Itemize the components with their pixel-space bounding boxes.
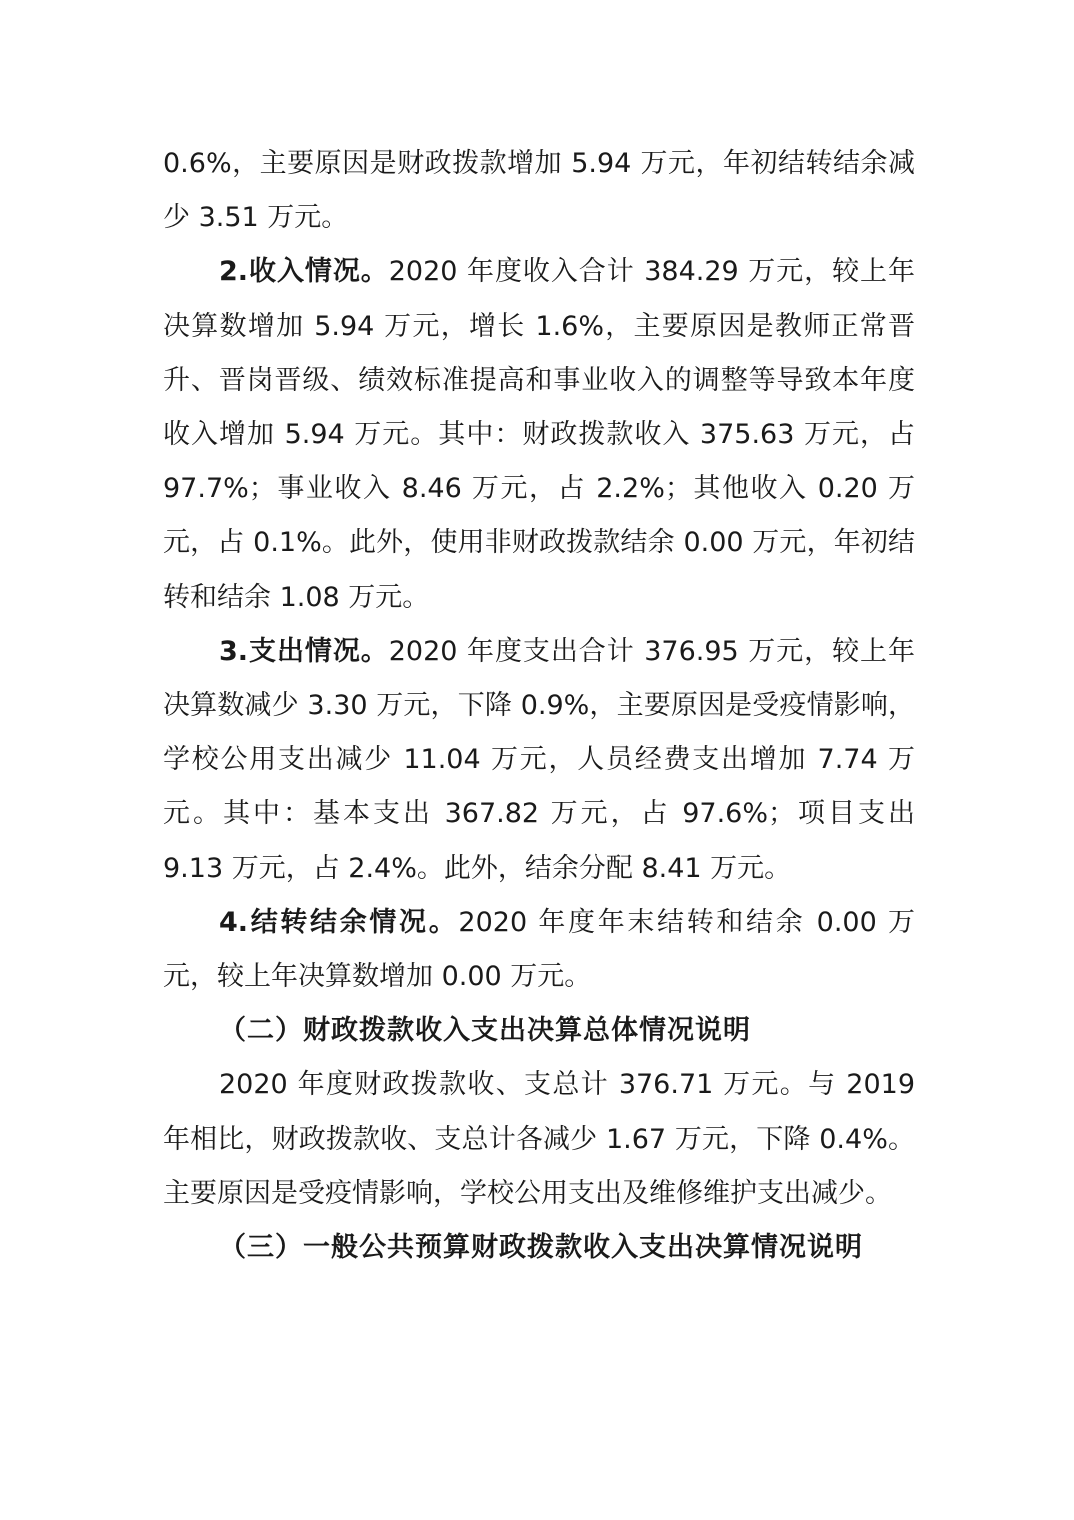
paragraph-text: 2020 年度财政拨款收、支总计 376.71 万元。与 2019 年相比，财政拨款收、支总计各减少 1.67 万元，下降 0.4%。主要原因是受疫情影响，学校公用支出及维修维护支出减少。	[163, 1069, 915, 1209]
paragraph-text: 0.6%，主要原因是财政拨款增加 5.94 万元，年初结转结余减少 3.51 万元。	[163, 148, 915, 234]
paragraph-section2	[163, 1058, 915, 1221]
paragraph-text: 2020 年度收入合计 384.29 万元，较上年决算数增加 5.94 万元，增长 1.6%，主要原因是教师正常晋升、晋岗晋级、绩效标准提高和事业收入的调整等导致本年度收入增加 5.94 万元。其中：财政拨款收入 375.63 万元，占 97.7%；事业收入 8.46 万元，占 2.2%；其他收入 0.20 万元，占 0.1%。此外，使用非财政拨款结余 0.00 万元，年初结转和结余 1.08 万元。	[163, 256, 915, 613]
paragraph-carryover	[163, 896, 915, 1004]
paragraph-income	[163, 245, 915, 624]
paragraph-title: 4.结转结余情况。	[219, 906, 459, 938]
paragraph-continuation	[163, 137, 915, 245]
paragraph-text: 2020 年度支出合计 376.95 万元，较上年决算数减少 3.30 万元，下降 0.9%，主要原因是受疫情影响，学校公用支出减少 11.04 万元，人员经费支出增加 7.74 万元。其中：基本支出 367.82 万元，占 97.6%；项目支出 9.13 万元，占 2.4%。此外，结余分配 8.41 万元。	[163, 635, 915, 884]
paragraph-title: 2.收入情况。	[219, 256, 389, 288]
paragraph-text: 2020 年度年末结转和结余 0.00 万元，较上年决算数增加 0.00 万元。	[163, 906, 916, 993]
document-body	[163, 137, 915, 1275]
paragraph-expense	[163, 625, 915, 896]
paragraph-title: 3.支出情况。	[219, 635, 389, 667]
section-heading-3: （三）一般公共预算财政拨款收入支出决算情况说明	[219, 1232, 863, 1264]
section-heading-2: （二）财政拨款收入支出决算总体情况说明	[219, 1015, 751, 1047]
